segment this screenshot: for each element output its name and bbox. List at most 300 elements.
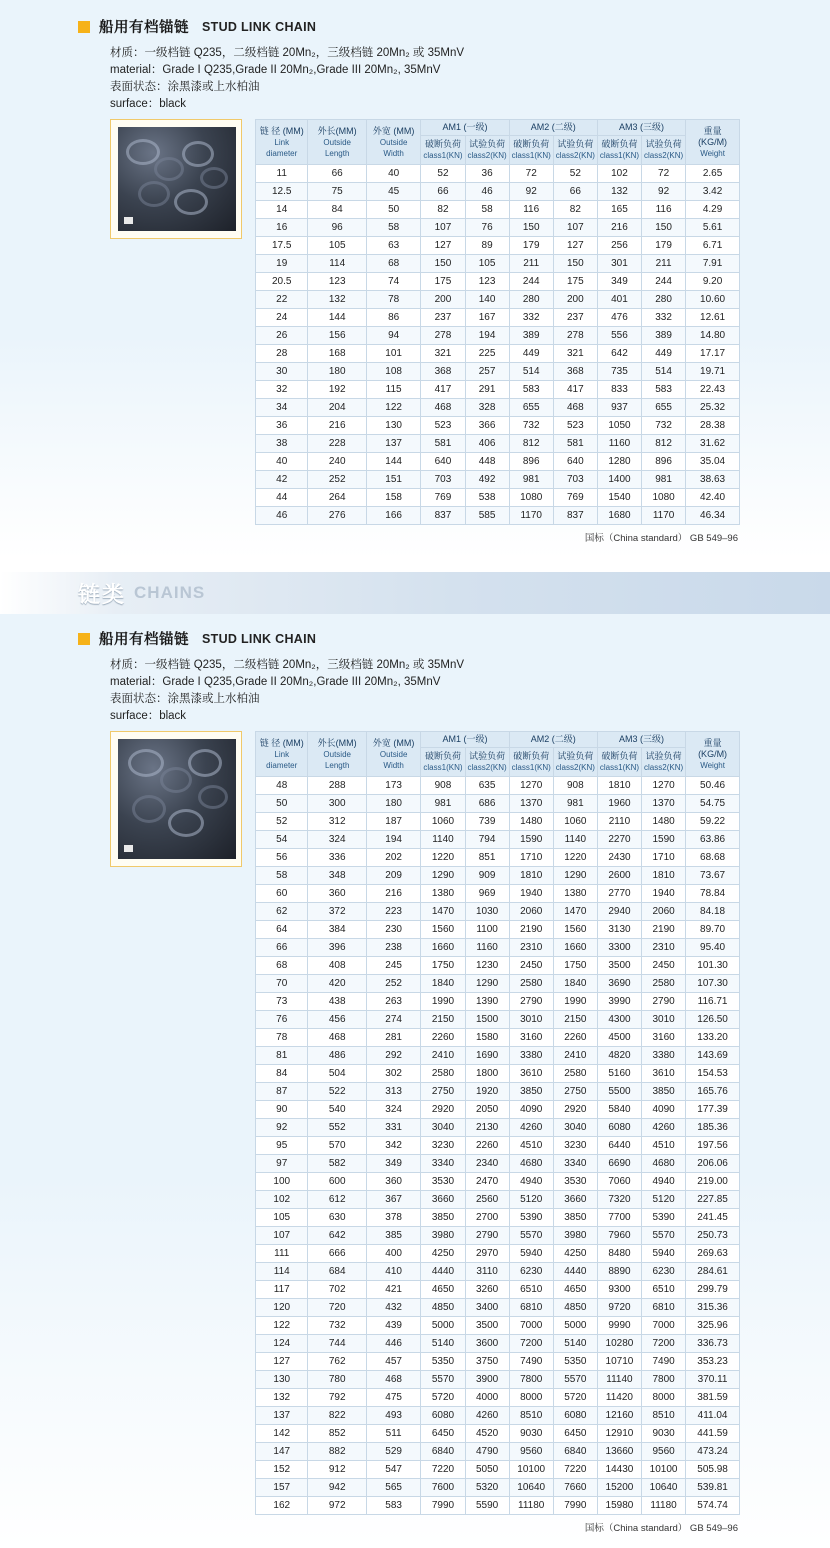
table-cell: 2790 xyxy=(642,993,686,1011)
table-cell: 12.5 xyxy=(256,183,308,201)
table-cell: 96 xyxy=(308,219,366,237)
table-cell: 896 xyxy=(642,453,686,471)
table-group-header-row xyxy=(256,732,740,748)
table-cell: 2310 xyxy=(642,939,686,957)
table-cell: 5720 xyxy=(421,1389,465,1407)
table-cell: 3380 xyxy=(642,1047,686,1065)
table-row xyxy=(256,1263,740,1281)
table-cell: 389 xyxy=(509,327,553,345)
table-cell: 735 xyxy=(597,363,641,381)
table-cell: 4850 xyxy=(421,1299,465,1317)
stud-link-chain-photo xyxy=(118,127,236,231)
table-cell: 583 xyxy=(366,1497,421,1515)
table-row xyxy=(256,849,740,867)
table-cell: 439 xyxy=(366,1317,421,1335)
table-cell: 6080 xyxy=(553,1407,597,1425)
table-cell: 301 xyxy=(597,255,641,273)
table-cell: 204 xyxy=(308,399,366,417)
table-cell: 7700 xyxy=(597,1209,641,1227)
table-cell: 1840 xyxy=(553,975,597,993)
table-cell: 132 xyxy=(308,291,366,309)
table-cell: 1080 xyxy=(642,489,686,507)
table-cell: 1660 xyxy=(553,939,597,957)
table-cell: 4790 xyxy=(465,1443,509,1461)
table-cell: 2190 xyxy=(509,921,553,939)
table-cell: 2060 xyxy=(509,903,553,921)
table-cell: 1810 xyxy=(597,777,641,795)
table-cell: 216 xyxy=(308,417,366,435)
table-cell: 325.96 xyxy=(686,1317,740,1335)
table-row xyxy=(256,1227,740,1245)
table-row xyxy=(256,327,740,345)
table-cell: 40 xyxy=(256,453,308,471)
table-cell: 732 xyxy=(308,1317,366,1335)
table-cell: 538 xyxy=(465,489,509,507)
table-cell: 7220 xyxy=(421,1461,465,1479)
table-cell: 4.29 xyxy=(686,201,740,219)
table-cell: 38 xyxy=(256,435,308,453)
col-weight: 重量 (KG/M) Weight xyxy=(686,732,740,777)
table-cell: 581 xyxy=(421,435,465,453)
table-cell: 385 xyxy=(366,1227,421,1245)
table-cell: 1480 xyxy=(509,813,553,831)
table-cell: 1560 xyxy=(421,921,465,939)
product-title-1 xyxy=(0,12,830,45)
table-row xyxy=(256,1101,740,1119)
table-cell: 9030 xyxy=(509,1425,553,1443)
table-cell: 4850 xyxy=(553,1299,597,1317)
table-cell: 73 xyxy=(256,993,308,1011)
table-row xyxy=(256,237,740,255)
table-cell: 165.76 xyxy=(686,1083,740,1101)
table-cell: 833 xyxy=(597,381,641,399)
table-row xyxy=(256,1209,740,1227)
table-cell: 3690 xyxy=(597,975,641,993)
table-cell: 3900 xyxy=(465,1371,509,1389)
table-cell: 280 xyxy=(509,291,553,309)
bullet-square-icon xyxy=(78,633,90,645)
table-cell: 794 xyxy=(465,831,509,849)
table-cell: 211 xyxy=(642,255,686,273)
table-cell: 449 xyxy=(642,345,686,363)
table-cell: 2940 xyxy=(597,903,641,921)
table-cell: 78.84 xyxy=(686,885,740,903)
spec-line: 材质：一级档链 Q235，二级档链 20Mn₂，三级档链 20Mn₂ 或 35MnV xyxy=(110,659,465,671)
table-row xyxy=(256,939,740,957)
table-cell: 197.56 xyxy=(686,1137,740,1155)
table-cell: 1050 xyxy=(597,417,641,435)
table-cell: 114 xyxy=(256,1263,308,1281)
table-cell: 281 xyxy=(366,1029,421,1047)
table-cell: 5000 xyxy=(421,1317,465,1335)
table-row xyxy=(256,903,740,921)
table-row xyxy=(256,255,740,273)
product-title-2 xyxy=(0,624,830,657)
col-am2-proof: 试验负荷 class2(KN) xyxy=(553,748,597,777)
spec-table-1 xyxy=(255,119,740,525)
table-cell: 523 xyxy=(553,417,597,435)
table-cell: 63.86 xyxy=(686,831,740,849)
table-cell: 476 xyxy=(597,309,641,327)
table-cell: 539.81 xyxy=(686,1479,740,1497)
table-cell: 14 xyxy=(256,201,308,219)
table-cell: 5390 xyxy=(642,1209,686,1227)
table-cell: 1080 xyxy=(509,489,553,507)
table-cell: 468 xyxy=(421,399,465,417)
table-row xyxy=(256,867,740,885)
table-cell: 574.74 xyxy=(686,1497,740,1515)
product-photo-wrap-1 xyxy=(110,119,245,239)
table-row xyxy=(256,1011,740,1029)
col-am1-proof: 试验负荷 class2(KN) xyxy=(465,748,509,777)
table-cell: 107.30 xyxy=(686,975,740,993)
table-cell: 792 xyxy=(308,1389,366,1407)
table-cell: 22 xyxy=(256,291,308,309)
group-am2: AM2 (二级) xyxy=(509,120,597,136)
table-cell: 3660 xyxy=(553,1191,597,1209)
table-cell: 14.80 xyxy=(686,327,740,345)
table-cell: 348 xyxy=(308,867,366,885)
product-section-2 xyxy=(0,614,830,1548)
table-cell: 7490 xyxy=(642,1353,686,1371)
table-cell: 36 xyxy=(465,165,509,183)
table-cell: 1810 xyxy=(642,867,686,885)
table-cell: 5160 xyxy=(597,1065,641,1083)
table-cell: 122 xyxy=(256,1317,308,1335)
table-cell: 2580 xyxy=(421,1065,465,1083)
table-cell: 5120 xyxy=(642,1191,686,1209)
table-cell: 342 xyxy=(366,1137,421,1155)
table-cell: 4090 xyxy=(642,1101,686,1119)
table-cell: 408 xyxy=(308,957,366,975)
table-cell: 324 xyxy=(308,831,366,849)
product-title-cn: 船用有档锚链 xyxy=(99,20,189,36)
table-cell: 123 xyxy=(465,273,509,291)
photo-tag xyxy=(124,217,133,224)
table-cell: 66 xyxy=(421,183,465,201)
table-cell: 123 xyxy=(308,273,366,291)
col-am1-break: 破断负荷 class1(KN) xyxy=(421,748,465,777)
table-cell: 2970 xyxy=(465,1245,509,1263)
product-specs-2 xyxy=(0,657,830,725)
table-cell: 10100 xyxy=(642,1461,686,1479)
table-cell: 66 xyxy=(308,165,366,183)
table-cell: 94 xyxy=(366,327,421,345)
table-cell: 2130 xyxy=(465,1119,509,1137)
table-cell: 263 xyxy=(366,993,421,1011)
spec-line: surface：black xyxy=(110,710,187,722)
table-cell: 8510 xyxy=(642,1407,686,1425)
table-cell: 1160 xyxy=(597,435,641,453)
table-cell: 912 xyxy=(308,1461,366,1479)
table-cell: 216 xyxy=(366,885,421,903)
table-row xyxy=(256,507,740,525)
table-cell: 3610 xyxy=(642,1065,686,1083)
table-cell: 421 xyxy=(366,1281,421,1299)
table-cell: 4820 xyxy=(597,1047,641,1065)
table-row xyxy=(256,1173,740,1191)
table-cell: 4260 xyxy=(465,1407,509,1425)
table-row xyxy=(256,1191,740,1209)
table-cell: 7200 xyxy=(642,1335,686,1353)
table-cell: 1370 xyxy=(642,795,686,813)
table-cell: 3980 xyxy=(421,1227,465,1245)
table-cell: 216 xyxy=(597,219,641,237)
table-cell: 32 xyxy=(256,381,308,399)
table-cell: 1220 xyxy=(421,849,465,867)
table-row xyxy=(256,1317,740,1335)
table-cell: 1580 xyxy=(465,1029,509,1047)
table-cell: 24 xyxy=(256,309,308,327)
table-cell: 3010 xyxy=(642,1011,686,1029)
product-photo-wrap-2 xyxy=(110,731,245,867)
table-cell: 5570 xyxy=(642,1227,686,1245)
table-cell: 1230 xyxy=(465,957,509,975)
table-cell: 852 xyxy=(308,1425,366,1443)
table-cell: 6690 xyxy=(597,1155,641,1173)
table-cell: 244 xyxy=(642,273,686,291)
table-cell: 684 xyxy=(308,1263,366,1281)
table-cell: 3040 xyxy=(553,1119,597,1137)
col-am2-break: 破断负荷 class1(KN) xyxy=(509,136,553,165)
table-cell: 108 xyxy=(366,363,421,381)
table-cell: 7960 xyxy=(597,1227,641,1245)
table-cell: 6.71 xyxy=(686,237,740,255)
table-row xyxy=(256,399,740,417)
table-row xyxy=(256,975,740,993)
table-cell: 420 xyxy=(308,975,366,993)
table-cell: 908 xyxy=(553,777,597,795)
table-cell: 4300 xyxy=(597,1011,641,1029)
table-cell: 107 xyxy=(421,219,465,237)
table-cell: 6510 xyxy=(642,1281,686,1299)
table-cell: 228 xyxy=(308,435,366,453)
col-link-diameter: 链 径 (MM) Link diameter xyxy=(256,120,308,165)
table-row xyxy=(256,1497,740,1515)
table-cell: 40 xyxy=(366,165,421,183)
table-cell: 837 xyxy=(553,507,597,525)
table-cell: 456 xyxy=(308,1011,366,1029)
table-cell: 732 xyxy=(509,417,553,435)
table-cell: 7320 xyxy=(597,1191,641,1209)
table-row xyxy=(256,1047,740,1065)
spec-table-wrap-2 xyxy=(255,731,740,1515)
table-cell: 20.5 xyxy=(256,273,308,291)
table-row xyxy=(256,1461,740,1479)
table-cell: 140 xyxy=(465,291,509,309)
table-cell: 937 xyxy=(597,399,641,417)
table-cell: 5570 xyxy=(553,1371,597,1389)
table-cell: 10.60 xyxy=(686,291,740,309)
table-cell: 1800 xyxy=(465,1065,509,1083)
table-cell: 909 xyxy=(465,867,509,885)
table-cell: 5320 xyxy=(465,1479,509,1497)
table-cell: 1170 xyxy=(642,507,686,525)
table-cell: 78 xyxy=(366,291,421,309)
table-cell: 89.70 xyxy=(686,921,740,939)
table-cell: 130 xyxy=(256,1371,308,1389)
table-cell: 4650 xyxy=(553,1281,597,1299)
table-cell: 84.18 xyxy=(686,903,740,921)
table-cell: 583 xyxy=(642,381,686,399)
table-cell: 4250 xyxy=(553,1245,597,1263)
table-cell: 2410 xyxy=(421,1047,465,1065)
table-cell: 1270 xyxy=(509,777,553,795)
table-cell: 504 xyxy=(308,1065,366,1083)
table-row xyxy=(256,417,740,435)
table-cell: 441.59 xyxy=(686,1425,740,1443)
table-cell: 19 xyxy=(256,255,308,273)
stud-link-chain-photo xyxy=(118,739,236,859)
table-row xyxy=(256,1065,740,1083)
table-cell: 36 xyxy=(256,417,308,435)
table-cell: 4940 xyxy=(509,1173,553,1191)
table-cell: 264 xyxy=(308,489,366,507)
table-cell: 22.43 xyxy=(686,381,740,399)
table-cell: 1380 xyxy=(553,885,597,903)
table-cell: 812 xyxy=(509,435,553,453)
table-cell: 2190 xyxy=(642,921,686,939)
table-cell: 115 xyxy=(366,381,421,399)
table-cell: 4500 xyxy=(597,1029,641,1047)
table-cell: 66 xyxy=(553,183,597,201)
table-cell: 1500 xyxy=(465,1011,509,1029)
spec-line: 材质：一级档链 Q235，二级档链 20Mn₂，三级档链 20Mn₂ 或 35MnV xyxy=(110,47,465,59)
table-cell: 9720 xyxy=(597,1299,641,1317)
table-cell: 4440 xyxy=(421,1263,465,1281)
table-cell: 2260 xyxy=(465,1137,509,1155)
table-cell: 511 xyxy=(366,1425,421,1443)
table-cell: 565 xyxy=(366,1479,421,1497)
table-cell: 269.63 xyxy=(686,1245,740,1263)
table-cell: 68.68 xyxy=(686,849,740,867)
table-cell: 144 xyxy=(366,453,421,471)
table-cell: 7220 xyxy=(553,1461,597,1479)
table-cell: 1680 xyxy=(597,507,641,525)
table-cell: 150 xyxy=(421,255,465,273)
table-cell: 432 xyxy=(366,1299,421,1317)
table-cell: 739 xyxy=(465,813,509,831)
table-cell: 3500 xyxy=(465,1317,509,1335)
table-cell: 74 xyxy=(366,273,421,291)
table-cell: 6840 xyxy=(421,1443,465,1461)
table-cell: 64 xyxy=(256,921,308,939)
table-cell: 381.59 xyxy=(686,1389,740,1407)
table-row xyxy=(256,291,740,309)
table-row xyxy=(256,1443,740,1461)
table-row xyxy=(256,1245,740,1263)
col-weight: 重量 (KG/M) Weight xyxy=(686,120,740,165)
table-cell: 6230 xyxy=(509,1263,553,1281)
table-row xyxy=(256,165,740,183)
table-cell: 194 xyxy=(465,327,509,345)
table-cell: 3530 xyxy=(553,1173,597,1191)
table-cell: 2920 xyxy=(553,1101,597,1119)
table-cell: 2340 xyxy=(465,1155,509,1173)
table-cell: 8000 xyxy=(642,1389,686,1407)
table-cell: 46 xyxy=(465,183,509,201)
table-cell: 31.62 xyxy=(686,435,740,453)
table-cell: 837 xyxy=(421,507,465,525)
spec-table-body-1 xyxy=(256,165,740,525)
spec-line: material：Grade I Q235,Grade II 20Mn₂,Grade III 20Mn₂, 35MnV xyxy=(110,676,441,688)
spec-table-2 xyxy=(255,731,740,1515)
col-am2-proof: 试验负荷 class2(KN) xyxy=(553,136,597,165)
table-cell: 2450 xyxy=(642,957,686,975)
table-cell: 12160 xyxy=(597,1407,641,1425)
table-cell: 100 xyxy=(256,1173,308,1191)
table-cell: 640 xyxy=(421,453,465,471)
table-cell: 514 xyxy=(642,363,686,381)
table-cell: 1590 xyxy=(642,831,686,849)
table-cell: 972 xyxy=(308,1497,366,1515)
table-cell: 372 xyxy=(308,903,366,921)
table-cell: 132 xyxy=(597,183,641,201)
table-cell: 312 xyxy=(308,813,366,831)
table-cell: 137 xyxy=(256,1407,308,1425)
table-cell: 468 xyxy=(308,1029,366,1047)
col-outside-width: 外宽 (MM) Outside Width xyxy=(366,120,421,165)
table-cell: 2310 xyxy=(509,939,553,957)
table-cell: 6440 xyxy=(597,1137,641,1155)
table-cell: 46.34 xyxy=(686,507,740,525)
table-cell: 486 xyxy=(308,1047,366,1065)
table-cell: 194 xyxy=(366,831,421,849)
table-cell: 1140 xyxy=(421,831,465,849)
table-cell: 168 xyxy=(308,345,366,363)
table-row xyxy=(256,1281,740,1299)
col-am2-break: 破断负荷 class1(KN) xyxy=(509,748,553,777)
table-row xyxy=(256,1371,740,1389)
table-cell: 117 xyxy=(256,1281,308,1299)
table-cell: 87 xyxy=(256,1083,308,1101)
table-cell: 417 xyxy=(553,381,597,399)
table-cell: 7000 xyxy=(642,1317,686,1335)
table-cell: 552 xyxy=(308,1119,366,1137)
table-cell: 2270 xyxy=(597,831,641,849)
table-row xyxy=(256,885,740,903)
table-cell: 473.24 xyxy=(686,1443,740,1461)
table-cell: 2050 xyxy=(465,1101,509,1119)
table-cell: 15980 xyxy=(597,1497,641,1515)
table-cell: 1290 xyxy=(465,975,509,993)
table-cell: 981 xyxy=(421,795,465,813)
table-cell: 116.71 xyxy=(686,993,740,1011)
table-cell: 3340 xyxy=(553,1155,597,1173)
table-cell: 28 xyxy=(256,345,308,363)
table-cell: 5940 xyxy=(642,1245,686,1263)
table-cell: 237 xyxy=(421,309,465,327)
table-cell: 2.65 xyxy=(686,165,740,183)
table-cell: 3230 xyxy=(553,1137,597,1155)
table-cell: 4510 xyxy=(509,1137,553,1155)
table-cell: 291 xyxy=(465,381,509,399)
table-cell: 180 xyxy=(366,795,421,813)
table-cell: 666 xyxy=(308,1245,366,1263)
table-cell: 30 xyxy=(256,363,308,381)
table-cell: 84 xyxy=(256,1065,308,1083)
table-cell: 744 xyxy=(308,1335,366,1353)
table-cell: 92 xyxy=(642,183,686,201)
table-cell: 4680 xyxy=(642,1155,686,1173)
table-cell: 2060 xyxy=(642,903,686,921)
table-cell: 1060 xyxy=(421,813,465,831)
table-cell: 70 xyxy=(256,975,308,993)
table-cell: 6450 xyxy=(553,1425,597,1443)
table-cell: 14430 xyxy=(597,1461,641,1479)
table-cell: 522 xyxy=(308,1083,366,1101)
table-cell: 114 xyxy=(308,255,366,273)
